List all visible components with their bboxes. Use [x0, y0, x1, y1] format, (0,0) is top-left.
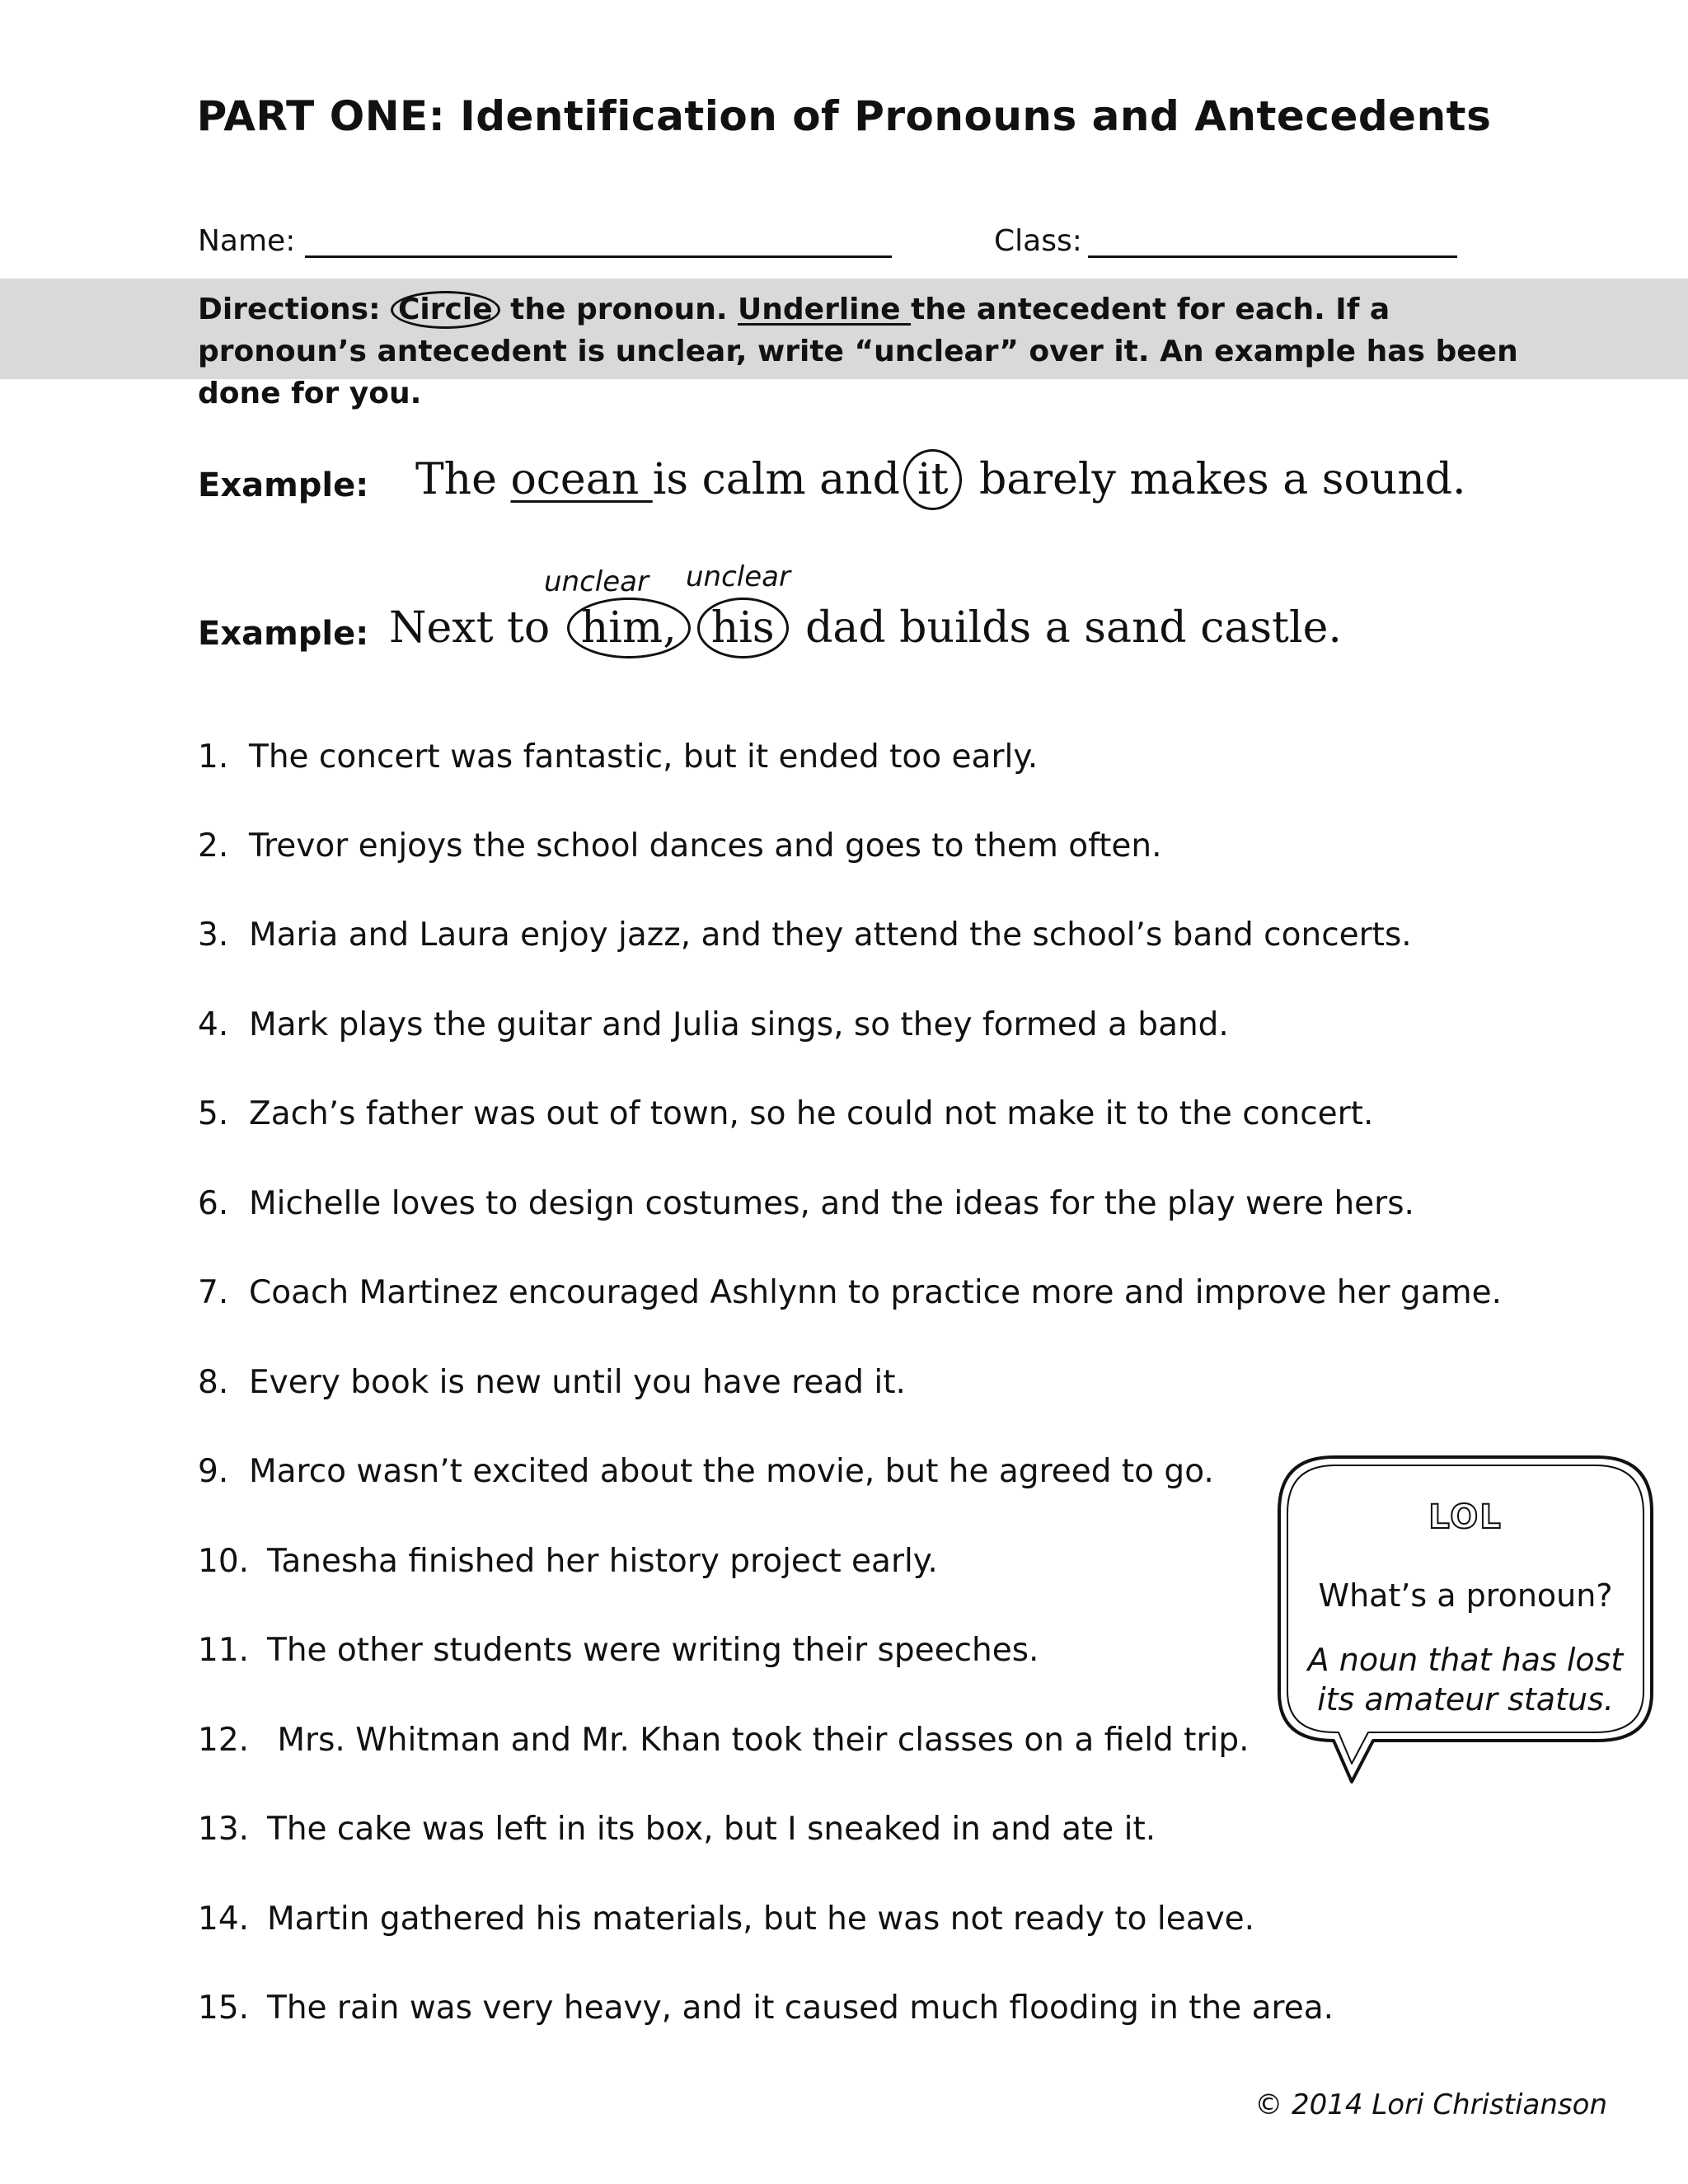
- item-number: 1.: [198, 738, 229, 776]
- bubble-answer-line-2: its amateur status.: [1317, 1681, 1614, 1718]
- item-text: The cake was left in its box, but I sneaked in and ate it.: [267, 1811, 1156, 1848]
- example-2-label: Example:: [198, 615, 369, 653]
- class-field[interactable]: [1088, 255, 1457, 258]
- example-1-pronoun: it: [903, 449, 963, 510]
- item-number: 5.: [198, 1095, 229, 1132]
- unclear-note-2: unclear: [686, 560, 790, 593]
- item-number: 4.: [198, 1006, 229, 1043]
- item-text: Martin gathered his materials, but he was not ready to leave.: [267, 1900, 1255, 1938]
- example-2-after: dad builds a sand castle.: [791, 603, 1342, 653]
- example-1-sentence: [415, 455, 1466, 504]
- example-2-pronoun-1: him,: [567, 598, 691, 658]
- example-1-middle: is calm and: [652, 455, 900, 504]
- bubble-title: LOL: [1428, 1498, 1503, 1536]
- list-item: [198, 1185, 1414, 1222]
- list-item: [198, 1006, 1229, 1043]
- list-item: [198, 916, 1412, 954]
- list-item: [198, 1900, 1254, 1938]
- copyright-notice: © 2014 Lori Christianson: [1254, 2088, 1607, 2121]
- item-number: 2.: [198, 827, 229, 865]
- example-1-before: The: [415, 455, 511, 504]
- name-field[interactable]: [305, 255, 892, 258]
- list-item: [198, 738, 1038, 776]
- item-number: 15.: [198, 1990, 250, 2027]
- directions-underline-word: Underline: [738, 293, 912, 326]
- example-1-antecedent: ocean: [510, 455, 653, 504]
- item-number: 3.: [198, 916, 229, 954]
- list-item: [198, 1274, 1502, 1311]
- item-text: Tanesha finished her history project early.: [267, 1543, 938, 1580]
- item-number: 14.: [198, 1900, 250, 1938]
- bubble-answer: [1276, 1640, 1655, 1719]
- list-item: [198, 1990, 1334, 2027]
- item-number: 10.: [198, 1543, 250, 1580]
- example-2-sentence: [389, 603, 1342, 653]
- item-text: The other students were writing their speeches.: [267, 1632, 1039, 1669]
- list-item: [198, 1632, 1039, 1669]
- list-item: [198, 1811, 1156, 1848]
- list-item: [198, 1543, 938, 1580]
- bubble-question: What’s a pronoun?: [1318, 1577, 1613, 1614]
- item-text: Maria and Laura enjoy jazz, and they attend the school’s band concerts.: [249, 916, 1412, 954]
- name-label: Name:: [198, 224, 296, 258]
- item-text: Mark plays the guitar and Julia sings, so they formed a band.: [249, 1006, 1229, 1043]
- page-title: PART ONE: Identification of Pronouns and Antecedents: [196, 92, 1492, 140]
- list-item: [198, 827, 1162, 865]
- list-item: [198, 1364, 906, 1401]
- class-label: Class:: [994, 224, 1082, 258]
- item-number: 9.: [198, 1453, 229, 1490]
- item-text: Zach’s father was out of town, so he could not make it to the concert.: [249, 1095, 1374, 1132]
- item-text: The concert was fantastic, but it ended too early.: [249, 738, 1039, 776]
- item-text: Marco wasn’t excited about the movie, but he agreed to go.: [249, 1453, 1214, 1490]
- example-2-pronoun-2: his: [697, 598, 789, 658]
- directions-circle-word: Circle: [391, 291, 500, 329]
- example-1-after: barely makes a sound.: [965, 455, 1466, 504]
- example-2-before: Next to: [389, 603, 564, 653]
- item-text: Coach Martinez encouraged Ashlynn to practice more and improve her game.: [249, 1274, 1502, 1311]
- item-text: The rain was very heavy, and it caused much flooding in the area.: [267, 1990, 1334, 2027]
- item-number: 8.: [198, 1364, 229, 1401]
- directions-rest: the antecedent for each. If a pronoun’s antecedent is unclear, write “unclear” over it. An example has been done for you.: [198, 293, 1518, 410]
- example-1-label: Example:: [198, 466, 369, 504]
- item-number: 6.: [198, 1185, 229, 1222]
- item-number: 11.: [198, 1632, 250, 1669]
- item-text: Every book is new until you have read it.: [249, 1364, 906, 1401]
- bubble-answer-line-1: A noun that has lost: [1307, 1642, 1624, 1678]
- directions-text: [198, 288, 1550, 415]
- item-text: Mrs. Whitman and Mr. Khan took their classes on a field trip.: [267, 1722, 1250, 1759]
- item-text: Trevor enjoys the school dances and goes to them often.: [249, 827, 1162, 865]
- unclear-note-1: unclear: [544, 565, 649, 598]
- list-item: [198, 1095, 1373, 1132]
- directions-after-circle: the pronoun.: [499, 293, 738, 326]
- item-text: Michelle loves to design costumes, and the ideas for the play were hers.: [249, 1185, 1414, 1222]
- item-number: 12.: [198, 1722, 250, 1759]
- list-item: [198, 1722, 1250, 1759]
- item-number: 13.: [198, 1811, 250, 1848]
- item-number: 7.: [198, 1274, 229, 1311]
- directions-lead: Directions:: [198, 293, 381, 326]
- list-item: [198, 1453, 1214, 1490]
